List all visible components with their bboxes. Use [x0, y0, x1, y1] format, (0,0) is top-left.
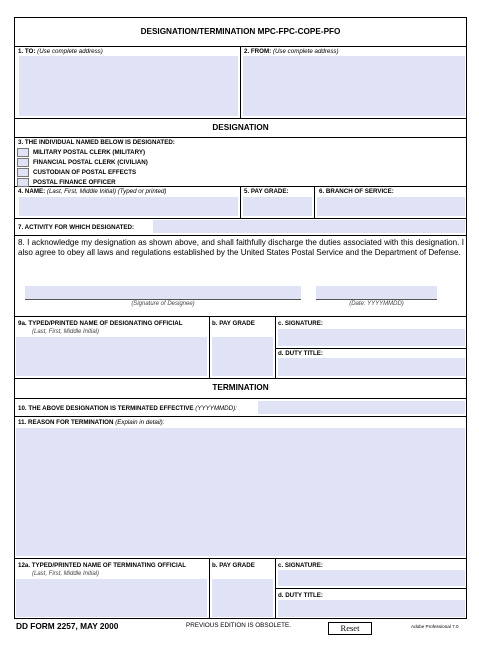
from-label: 2. FROM: (Use complete address) [244, 48, 339, 55]
pay-grade-field[interactable] [243, 197, 312, 216]
designating-signature-field[interactable] [278, 329, 465, 346]
reason-field[interactable] [16, 428, 465, 556]
designating-duty-title-label: d. DUTY TITLE: [278, 350, 323, 357]
activity-label: 7. ACTIVITY FOR WHICH DESIGNATED: [18, 224, 135, 231]
designated-label: 3. THE INDIVIDUAL NAMED BELOW IS DESIGNATED: [18, 139, 175, 146]
divider [209, 558, 210, 619]
terminating-official-name-field[interactable] [16, 579, 207, 617]
divider [240, 186, 241, 218]
option-label: FINANCIAL POSTAL CLERK (CIVILIAN) [33, 159, 148, 166]
divider [14, 316, 467, 317]
designating-signature-label: c. SIGNATURE: [278, 320, 323, 327]
designee-signature-field[interactable] [25, 286, 301, 299]
terminating-duty-title-label: d. DUTY TITLE: [278, 592, 323, 599]
divider [14, 218, 467, 219]
divider [275, 348, 467, 349]
divider [275, 588, 467, 589]
terminating-duty-title-field[interactable] [278, 600, 465, 617]
reason-label: 11. REASON FOR TERMINATION (Explain in detail): [18, 419, 165, 426]
branch-label: 6. BRANCH OF SERVICE: [319, 188, 394, 195]
designating-pay-grade-label: b. PAY GRADE [212, 320, 255, 327]
custodian-postal-effects-checkbox[interactable] [17, 168, 29, 177]
terminating-pay-grade-field[interactable] [212, 579, 273, 617]
divider [14, 398, 467, 399]
designating-official-name-label: 9a. TYPED/PRINTED NAME OF DESIGNATING OFFICIAL [18, 320, 183, 327]
software-note: Adobe Professional 7.0 [411, 624, 459, 629]
terminated-effective-date-field[interactable] [258, 401, 465, 414]
divider [209, 316, 210, 378]
from-address-field[interactable] [243, 56, 465, 116]
terminating-signature-label: c. SIGNATURE: [278, 562, 323, 569]
divider [275, 316, 276, 378]
designation-header: DESIGNATION [212, 123, 269, 132]
option-label: POSTAL FINANCE OFFICER [33, 179, 116, 186]
postal-finance-officer-checkbox[interactable] [17, 178, 29, 187]
divider [14, 378, 467, 379]
divider [14, 137, 467, 138]
terminating-official-name-hint: (Last, First, Middle Initial) [32, 571, 100, 577]
designating-official-name-hint: (Last, First, Middle Initial) [32, 329, 100, 335]
form-title: DESIGNATION/TERMINATION MPC-FPC-COPE-PFO [140, 27, 341, 36]
designee-date-field[interactable] [316, 286, 437, 299]
divider [275, 558, 276, 619]
designating-pay-grade-field[interactable] [212, 337, 273, 376]
to-address-field[interactable] [19, 56, 238, 116]
to-label: 1. TO: (Use complete address) [18, 48, 103, 55]
divider [14, 235, 467, 236]
name-label: 4. NAME: (Last, First, Middle Initial) (Typed or printed) [18, 188, 167, 195]
financial-postal-clerk-checkbox[interactable] [17, 158, 29, 167]
name-field[interactable] [19, 197, 238, 216]
designating-official-name-field[interactable] [16, 337, 207, 376]
terminating-official-name-label: 12a. TYPED/PRINTED NAME OF TERMINATING OFFICIAL [18, 562, 186, 569]
divider [314, 186, 315, 218]
reset-button[interactable]: Reset [328, 622, 372, 635]
edition-note: PREVIOUS EDITION IS OBSOLETE. [186, 622, 291, 629]
divider [240, 46, 241, 118]
military-postal-clerk-checkbox[interactable] [17, 148, 29, 157]
pay-grade-label: 5. PAY GRADE: [244, 188, 289, 195]
divider [14, 558, 467, 559]
termination-header: TERMINATION [212, 383, 269, 392]
terminating-signature-field[interactable] [278, 570, 465, 586]
divider [14, 416, 467, 417]
terminating-pay-grade-label: b. PAY GRADE [212, 562, 255, 569]
designating-duty-title-field[interactable] [278, 358, 465, 376]
signature-caption: (Signature of Designee) [131, 301, 195, 307]
date-caption: (Date: YYYYMMDD) [349, 301, 404, 307]
branch-of-service-field[interactable] [317, 197, 465, 216]
form-number: DD FORM 2257, MAY 2000 [16, 621, 119, 631]
divider [14, 118, 467, 119]
acknowledgment-text: 8. I acknowledge my designation as shown above, and shall faithfully discharge the duties associated with this designation. I also agree to obey all laws and regulations established by the United States Postal Service and the Department of Defense. [18, 238, 464, 258]
option-label: MILITARY POSTAL CLERK (MILITARY) [33, 149, 146, 156]
option-label: CUSTODIAN OF POSTAL EFFECTS [33, 169, 137, 176]
terminated-effective-label: 10. THE ABOVE DESIGNATION IS TERMINATED EFFECTIVE (YYYYMMDD): [18, 405, 237, 412]
activity-field[interactable] [153, 220, 465, 233]
